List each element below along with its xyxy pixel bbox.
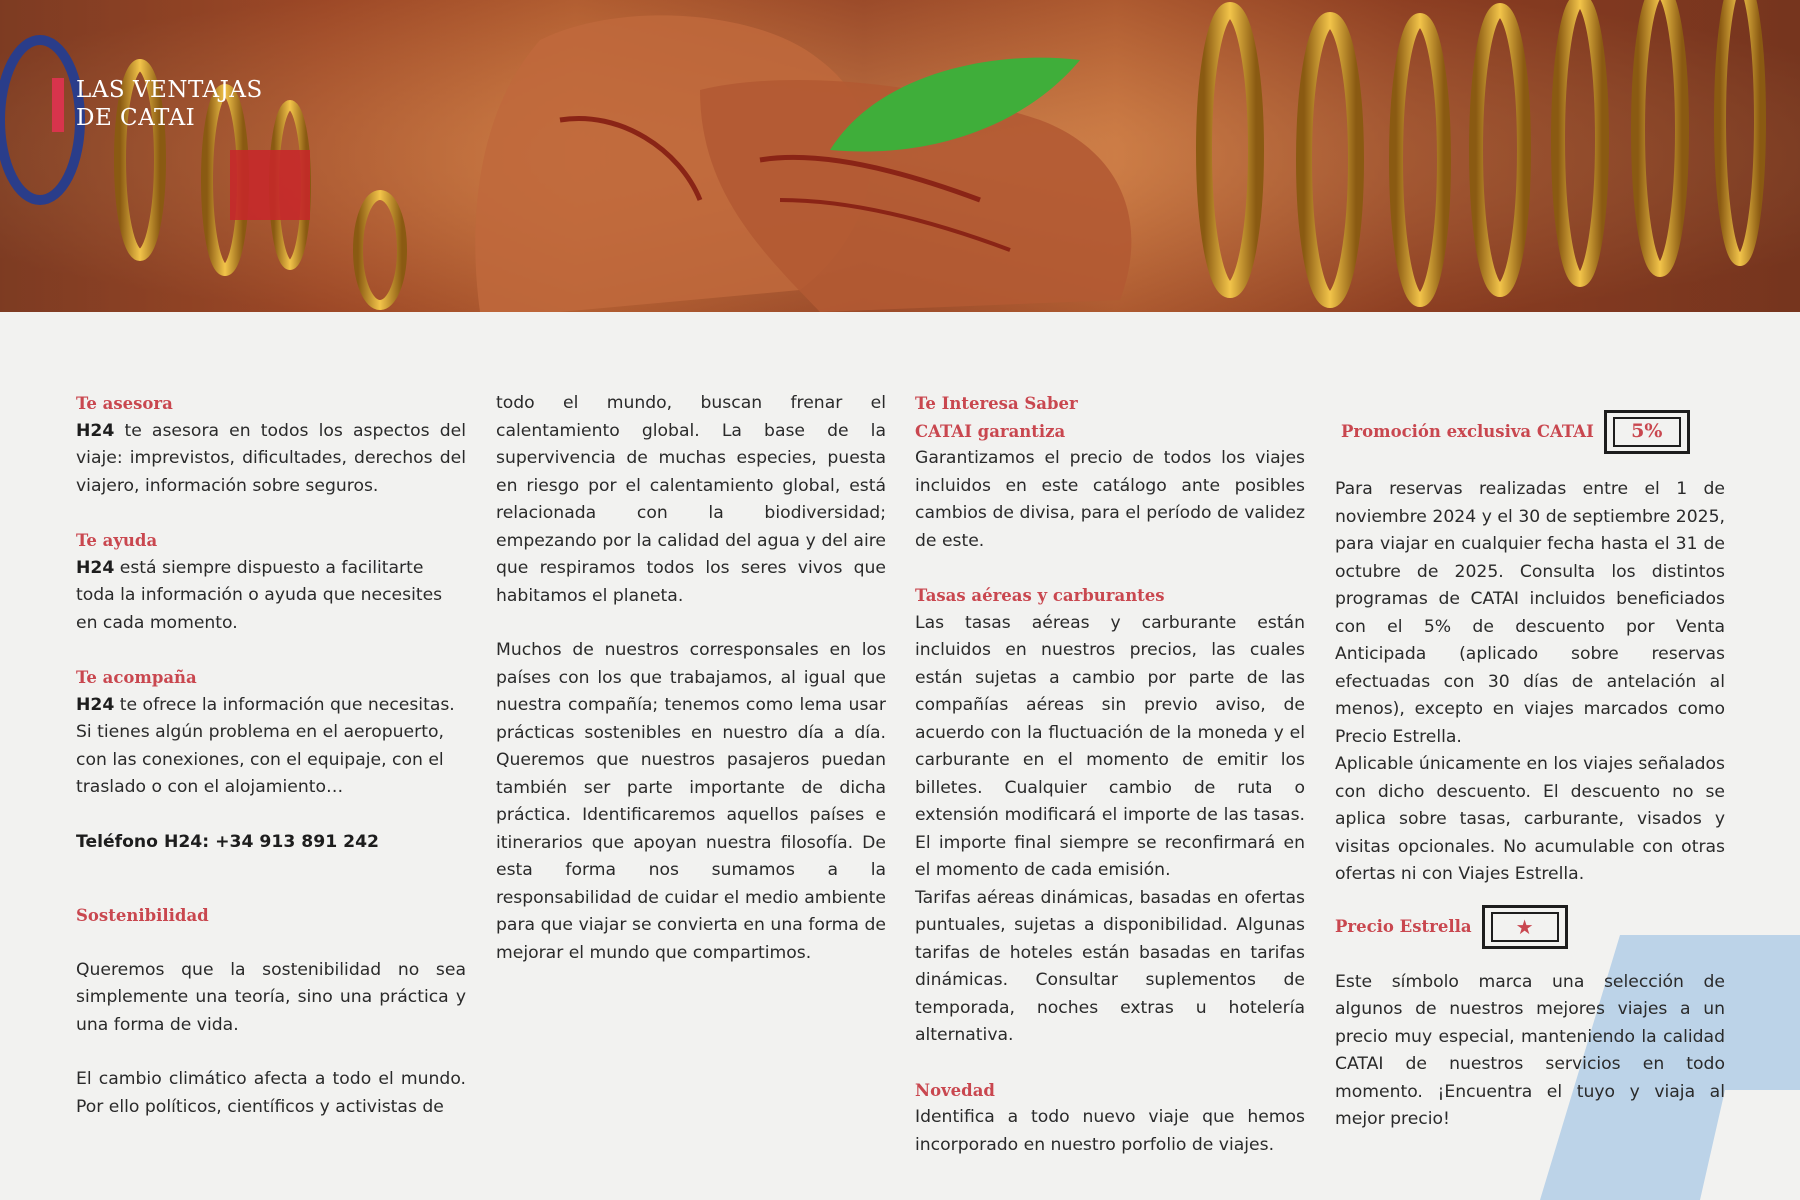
promo-heading-row [1335, 410, 1725, 454]
sostenibilidad-paragraph-2: El cambio climático afecta a todo el mundo. Por ello políticos, científicos y activistas de [76, 1069, 466, 1117]
heading-te-acompana: Te acompaña [76, 668, 197, 687]
heading-novedad: Novedad [915, 1080, 995, 1100]
heading-precio-estrella: Precio Estrella [1335, 916, 1472, 936]
heading-promocion: Promoción exclusiva CATAI [1341, 422, 1594, 442]
column-3 [915, 390, 1305, 1159]
star-ticket-icon [1482, 905, 1568, 949]
heading-sostenibilidad: Sostenibilidad [76, 906, 209, 925]
column-1 [76, 390, 466, 1121]
heading-catai-garantiza: CATAI garantiza [915, 421, 1066, 441]
title-accent-bar [52, 78, 64, 132]
heading-te-ayuda: Te ayuda [76, 531, 158, 550]
acompana-text: te ofrece la información que necesitas. Si tienes algún problema en el aeropuerto, con las conexiones, con el equipaje, con el traslado o con el alojamiento… [76, 694, 455, 797]
asesora-text: te asesora en todos los aspectos del viaje: imprevistos, dificultades, derechos del viajero, información sobre seguros. [76, 420, 466, 496]
novedad-paragraph: Identifica a todo nuevo viaje que hemos incorporado en nuestro porfolio de viajes. [915, 1107, 1305, 1155]
ayuda-text: está siempre dispuesto a facilitarte toda la información o ayuda que necesites en cada momento. [76, 557, 443, 633]
column-4 [1335, 410, 1725, 1134]
discount-ticket-icon [1604, 410, 1690, 454]
hero-title-line-1: LAS VENTAJAS [76, 77, 263, 103]
promo-paragraph-1: Para reservas realizadas entre el 1 de noviembre 2024 y el 30 de septiembre 2025, para viajar en cualquier fecha hasta el 31 de octubre de 2025. Consulta los distintos programas de CATAI incluidos beneficiados con el 5% de descuento por Venta Anticipada (aplicado sobre reservas efectuadas con 30 días de antelación al menos), excepto en viajes marcados como Precio Estrella. [1335, 479, 1725, 747]
acompana-paragraph [76, 692, 466, 802]
estrella-paragraph: Este símbolo marca una selección de algunos de nuestros mejores viajes a un precio muy especial, manteniendo la calidad CATAI de nuestros servicios en todo momento. ¡Encuentra el tuyo y viaja al mejor precio! [1335, 971, 1725, 1129]
promo-paragraph-2: Aplicable únicamente en los viajes señalados con dicho descuento. El descuento no se aplica sobre tasas, carburante, visados y visitas opcionales. No acumulable con otras ofertas ni con Viajes Estrella. [1335, 754, 1725, 884]
garantiza-paragraph: Garantizamos el precio de todos los viajes incluidos en este catálogo ante posibles cambios de divisa, para el período de validez de este. [915, 448, 1305, 551]
discount-badge-label: 5% [1631, 420, 1663, 443]
tarifas-paragraph: Tarifas aéreas dinámicas, basadas en ofertas puntuales, sujetas a disponibilidad. Algunas tarifas de hoteles están basadas en tarifas dinámicas. Consultar suplementos de temporada, noches extras u hotelería alternativa. [915, 887, 1305, 1045]
star-icon: ★ [1515, 914, 1534, 939]
hero-title-line-2: DE CATAI [76, 105, 196, 131]
heading-tasas: Tasas aéreas y carburantes [915, 586, 1165, 605]
sostenibilidad-paragraph-1: Queremos que la sostenibilidad no sea simplemente una teoría, sino una práctica y una forma de vida. [76, 959, 466, 1035]
henna-hands-illustration [0, 0, 1800, 312]
column-2 [496, 390, 886, 967]
tasas-paragraph: Las tasas aéreas y carburante están incluidos en nuestros precios, las cuales están sujetas a cambio por parte de las compañías aéreas sin previo aviso, de acuerdo con la fluctuación de la moneda y el carburante en el momento de emitir los billetes. Cualquier cambio de ruta o extensión modificará el importe de las tasas. El importe final siempre se reconfirmará en el momento de cada emisión. [915, 612, 1305, 880]
estrella-heading-row [1335, 905, 1725, 949]
ayuda-paragraph [76, 555, 466, 638]
hero-title [52, 76, 263, 132]
heading-te-asesora: Te asesora [76, 394, 173, 413]
phone-h24: Teléfono H24: +34 913 891 242 [76, 831, 380, 852]
h24-brand: H24 [76, 694, 115, 715]
h24-brand: H24 [76, 420, 115, 441]
sostenibilidad-paragraph-3: todo el mundo, buscan frenar el calentamiento global. La base de la supervivencia de muchas especies, puesta en riesgo por el calentamiento global, está relacionada con la biodiversidad; empezando por la calidad del agua y del aire que respiramos todos los seres vivos que habitamos el planeta. [496, 393, 886, 606]
heading-te-interesa-saber: Te Interesa Saber [915, 394, 1078, 413]
asesora-paragraph [76, 418, 466, 501]
hero-image [0, 0, 1800, 312]
sostenibilidad-paragraph-4: Muchos de nuestros corresponsales en los países con los que trabajamos, al igual que nuestra compañía; tenemos como lema usar prácticas sostenibles en nuestro día a día. Queremos que nuestros pasajeros puedan también ser parte importante de dicha práctica. Identificaremos aquellos países e itinerarios que apoyan nuestra filosofía. De esta forma nos sumamos a la responsabilidad de cuidar el medio ambiente para que viajar se convierta en una forma de mejorar el mundo que compartimos. [496, 640, 886, 963]
h24-brand: H24 [76, 557, 115, 578]
